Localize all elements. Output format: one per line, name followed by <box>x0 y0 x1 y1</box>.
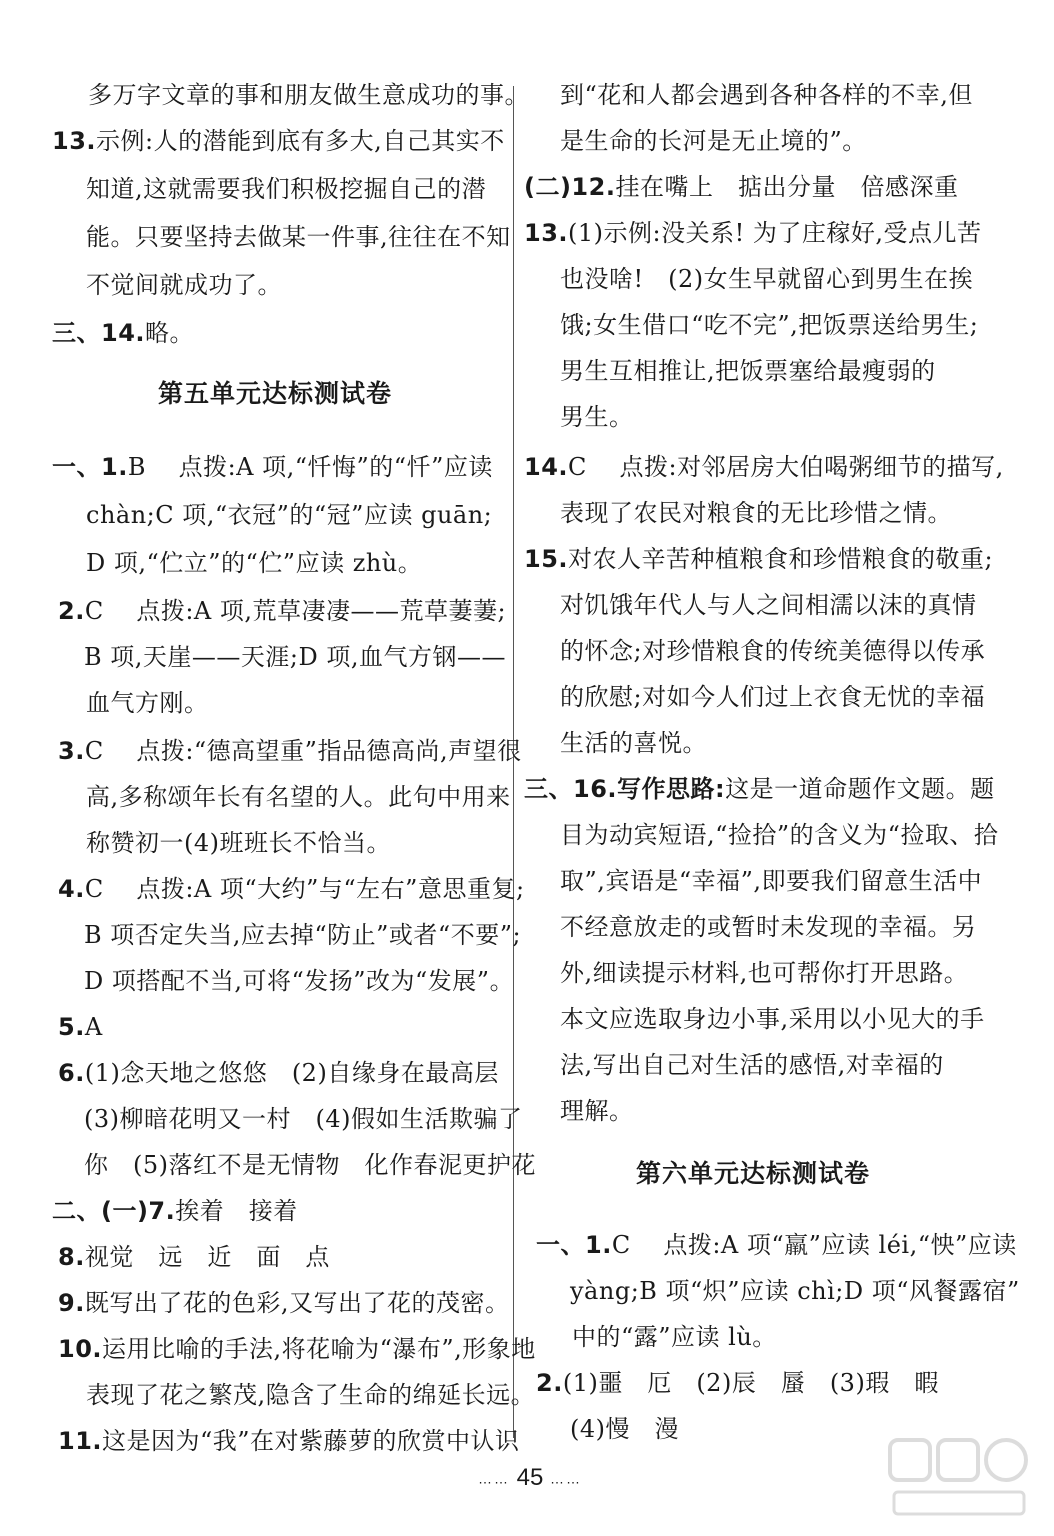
watermark-logo-icon <box>884 1432 1034 1522</box>
answer-text: 外,细读提示材料,也可帮你打开思路。 <box>560 959 969 987</box>
answer-text: 取”,宾语是“幸福”,即要我们留意生活中 <box>560 867 983 895</box>
answer-text: B 点拨:A 项,“忏悔”的“忏”应读 <box>127 453 493 481</box>
answer-line <box>536 1366 939 1400</box>
answer-text: C 点拨:A 项“羸”应读 léi,“怏”应读 <box>611 1231 1017 1259</box>
answer-text: 男生互相推让,把饭票塞给最瘦弱的 <box>560 357 936 385</box>
answer-line <box>560 818 998 852</box>
answer-line <box>560 124 867 158</box>
answer-line <box>570 1412 679 1446</box>
answer-line <box>560 680 985 714</box>
answer-line <box>58 594 506 628</box>
answer-text: 目为动宾短语,“捡拾”的含义为“捡取、拾 <box>560 821 999 849</box>
answer-line <box>86 546 422 580</box>
answer-line <box>560 1094 634 1128</box>
answer-text: 理解。 <box>560 1097 634 1125</box>
answer-text: yàng;B 项“炽”应读 chì;D 项“风餐露宿” <box>570 1277 1020 1305</box>
answer-text: 对农人辛苦种植粮食和珍惜粮食的敬重; <box>568 545 994 573</box>
answer-line <box>86 826 391 860</box>
answer-text: B 项否定失当,应去掉“防止”或者“不要”; <box>84 921 522 949</box>
answer-text: 知道,这就需要我们积极挖掘自己的潜 <box>86 175 487 203</box>
answer-text: 略。 <box>145 319 195 347</box>
answer-line <box>86 780 511 814</box>
answer-text: 不觉间就成功了。 <box>86 271 282 299</box>
answer-line <box>560 496 952 530</box>
answer-line <box>560 588 977 622</box>
answer-text: 这是一道命题作文题。题 <box>725 775 995 803</box>
answer-text: 法,写出自己对生活的感悟,对幸福的 <box>560 1051 944 1079</box>
answer-line <box>560 1002 985 1036</box>
answer-line <box>84 964 514 998</box>
answer-line <box>570 1274 1020 1308</box>
section-heading: 第五单元达标测试卷 <box>158 379 393 408</box>
question-number: 3. <box>58 737 85 765</box>
answer-text: (3)柳暗花明又一村 (4)假如生活欺骗了 <box>84 1105 523 1133</box>
answer-text: 饿;女生借口“吃不完”,把饭票送给男生; <box>560 311 979 339</box>
answer-text: 生活的喜悦。 <box>560 729 707 757</box>
answer-line <box>572 1320 777 1354</box>
question-number: 14. <box>524 453 569 481</box>
answer-text: 挨着 接着 <box>175 1197 298 1225</box>
question-number: 二、(一)7. <box>52 1197 176 1225</box>
answer-line <box>86 172 486 206</box>
question-number: 5. <box>58 1013 85 1041</box>
answer-text: D 项,“伫立”的“伫”应读 zhù。 <box>86 549 423 577</box>
question-number: 6. <box>58 1059 85 1087</box>
question-number: 4. <box>58 875 85 903</box>
answer-text: 能。只要坚持去做某一件事,往往在不知 <box>86 223 511 251</box>
answer-line <box>58 1010 103 1044</box>
answer-line <box>58 1332 536 1366</box>
answer-line <box>560 726 707 760</box>
answer-line <box>58 1056 499 1090</box>
answer-text: 挂在嘴上 掂出分量 倍感深重 <box>615 173 959 201</box>
answer-text: A <box>84 1013 103 1041</box>
answer-text: 视觉 远 近 面 点 <box>84 1243 330 1271</box>
answer-line <box>86 498 492 532</box>
answer-line <box>86 268 282 302</box>
answer-line <box>560 308 978 342</box>
question-number: 2. <box>58 597 85 625</box>
answer-line <box>58 734 522 768</box>
page-number: 45 <box>516 1464 544 1491</box>
answer-text: 示例:人的潜能到底有多大,自己其实不 <box>96 127 505 155</box>
answer-text: 血气方刚。 <box>86 689 209 717</box>
answer-line <box>560 354 936 388</box>
answer-text: B 项,天崖——天涯;D 项,血气方钢—— <box>84 643 506 671</box>
answer-line <box>560 956 968 990</box>
answer-line <box>524 170 958 204</box>
answer-line <box>58 1424 520 1458</box>
answer-line <box>536 1228 1017 1262</box>
footer-dots-left: …… <box>477 1470 510 1487</box>
question-number: 一、1. <box>52 453 128 481</box>
answer-text: chàn;C 项,“衣冠”的“冠”应读 guān; <box>86 501 493 529</box>
answer-line <box>84 918 521 952</box>
answer-line <box>84 1102 523 1136</box>
question-number: 13. <box>524 219 569 247</box>
answer-text: C 点拨:A 项,荒草凄凄——荒草萋萋; <box>84 597 507 625</box>
answer-line <box>52 1194 298 1228</box>
question-number: 13. <box>52 127 97 155</box>
answer-line <box>58 872 525 906</box>
question-number: 8. <box>58 1243 85 1271</box>
footer-dots-right: …… <box>550 1470 583 1487</box>
answer-text: (4)慢 漫 <box>570 1415 679 1443</box>
section-heading: 第六单元达标测试卷 <box>636 1159 871 1188</box>
answer-text: 多万字文章的事和朋友做生意成功的事。 <box>88 81 529 109</box>
answer-text: 不经意放走的或暂时未发现的幸福。另 <box>560 913 977 941</box>
answer-line <box>58 1240 330 1274</box>
answer-line <box>84 640 506 674</box>
question-number: 2. <box>536 1369 563 1397</box>
question-number: 10. <box>58 1335 103 1363</box>
question-number: (二)12. <box>524 173 616 201</box>
answer-text: 的欣慰;对如今人们过上衣食无忧的幸福 <box>560 683 986 711</box>
answer-text: (1)示例:没关系! 为了庄稼好,受点儿苦 <box>568 219 982 247</box>
answer-text: 也没啥! (2)女生早就留心到男生在挨 <box>560 265 974 293</box>
answer-text: (1)念天地之悠悠 (2)自缘身在最高层 <box>84 1059 499 1087</box>
answer-text: 高,多称颂年长有名望的人。此句中用来 <box>86 783 511 811</box>
answer-text: 既写出了花的色彩,又写出了花的茂密。 <box>84 1289 510 1317</box>
answer-line <box>86 1378 535 1412</box>
answer-text: C 点拨:A 项“大约”与“左右”意思重复; <box>84 875 525 903</box>
question-number: 9. <box>58 1289 85 1317</box>
answer-text: 的怀念;对珍惜粮食的传统美德得以传承 <box>560 637 986 665</box>
answer-text: C 点拨:“德高望重”指品德高尚,声望很 <box>84 737 522 765</box>
answer-line <box>84 1148 536 1182</box>
answer-line <box>524 542 993 576</box>
answer-line <box>52 316 194 350</box>
question-number: 三、16. <box>524 775 618 803</box>
answer-line <box>52 450 493 484</box>
answer-line <box>88 78 529 112</box>
answer-text: 到“花和人都会遇到各种各样的不幸,但 <box>560 81 973 109</box>
answer-line <box>524 216 982 250</box>
answer-text: 表现了农民对粮食的无比珍惜之情。 <box>560 499 952 527</box>
answer-text: D 项搭配不当,可将“发扬”改为“发展”。 <box>84 967 515 995</box>
answer-text: 中的“露”应读 lù。 <box>572 1323 777 1351</box>
answer-text: 是生命的长河是无止境的”。 <box>560 127 867 155</box>
answer-line <box>560 1048 944 1082</box>
answer-text: 你 (5)落红不是无情物 化作春泥更护花 <box>84 1151 536 1179</box>
answer-text: (1)噩 厄 (2)辰 蜃 (3)瑕 暇 <box>562 1369 939 1397</box>
question-number: 11. <box>58 1427 103 1455</box>
answer-text: 对饥饿年代人与人之间相濡以沫的真情 <box>560 591 977 619</box>
answer-text: C 点拨:对邻居房大伯喝粥细节的描写, <box>568 453 1004 481</box>
answer-text: 本文应选取身边小事,采用以小见大的手 <box>560 1005 985 1033</box>
answer-text: 运用比喻的手法,将花喻为“瀑布”,形象地 <box>102 1335 536 1363</box>
answer-line <box>560 910 977 944</box>
answer-line <box>52 124 505 158</box>
question-number: 三、14. <box>52 319 146 347</box>
answer-text: 称赞初一(4)班班长不恰当。 <box>86 829 391 857</box>
answer-line <box>560 864 982 898</box>
question-number: 一、1. <box>536 1231 612 1259</box>
answer-line <box>560 262 973 296</box>
answer-line <box>58 1286 509 1320</box>
answer-text: 表现了花之繁茂,隐含了生命的绵延长远。 <box>86 1381 536 1409</box>
answer-line <box>86 686 209 720</box>
answer-text: 男生。 <box>560 403 634 431</box>
answer-line <box>524 772 995 806</box>
answer-line <box>560 78 973 112</box>
answer-line <box>86 220 511 254</box>
page-footer <box>460 1464 600 1492</box>
answer-text: 这是因为“我”在对紫藤萝的欣赏中认识 <box>102 1427 520 1455</box>
answer-line <box>524 450 1004 484</box>
answer-line <box>560 634 985 668</box>
label-bold: 写作思路: <box>617 775 726 803</box>
question-number: 15. <box>524 545 569 573</box>
answer-line <box>560 400 634 434</box>
